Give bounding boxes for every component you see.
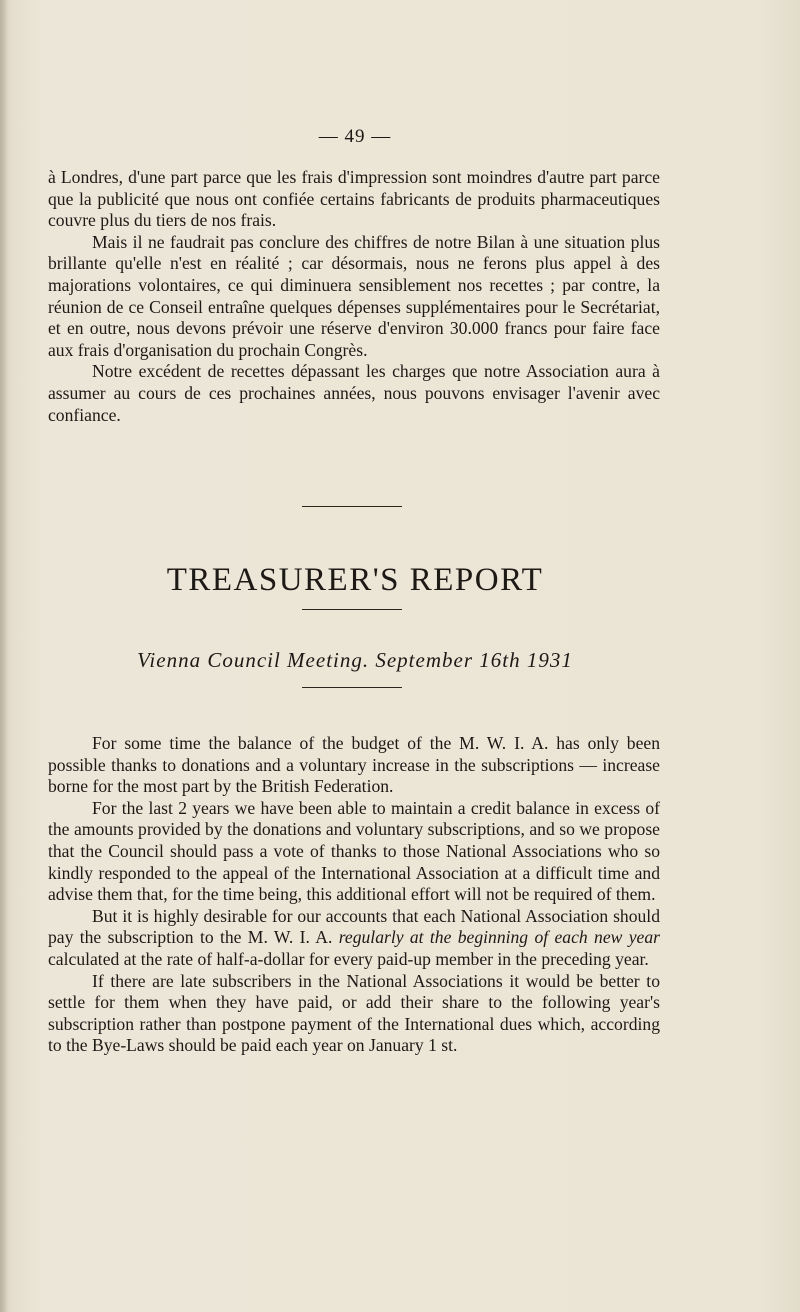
report-title: TREASURER'S REPORT — [166, 562, 544, 598]
paragraph-text: calculated at the rate of half-a-dollar for every paid-up member in the preceding year. — [48, 948, 649, 969]
subtitle-underline — [302, 687, 402, 688]
english-paragraph — [48, 906, 660, 971]
italic-emphasis: regularly at the beginning of each new year — [338, 927, 660, 948]
english-paragraph: For some time the balance of the budget of the M. W. I. A. has only been possible thanks to donations and a voluntary increase in the subscriptions — increase borne for the most part by the British Federation. — [48, 733, 660, 797]
title-underline — [302, 609, 402, 610]
english-paragraph: For the last 2 years we have been able to maintain a credit balance in excess of the amounts provided by the donations and voluntary subscriptions, and so we propose that the Council should pass a vote of thanks to those National Associations who so kindly responded to the appeal of the International Association at a difficult time and advise them that, for the time being, this additional effort will not be required of them. — [48, 797, 660, 905]
french-paragraph: Mais il ne faudrait pas conclure des chiffres de notre Bilan à une situation plus brillante qu'elle n'est en réalité ; car désormais, nous ne ferons plus appel à des majorations volontaires, ce qui diminuera sensiblement nos recettes ; par contre, la réunion de ce Conseil entraîne quelques dépenses supplémentaires pour le Secrétariat, et en outre, nous devons prévoir une réserve d'environ 30.000 francs pour faire face aux frais d'organisation du prochain Congrès. — [48, 231, 660, 360]
paragraph-text: But it is highly desirable for our accounts that each National Association should pay the subscription to the M. W. I. A. — [48, 905, 660, 948]
meeting-subtitle: Vienna Council Meeting. September 16th 1931 — [137, 648, 573, 672]
french-paragraph: à Londres, d'une part parce que les frais d'impression sont moindres d'autre part parce que la publicité que nous ont confiée certains fabricants de produits pharmaceutiques couvre plus du tiers de nos frais. — [48, 167, 660, 231]
french-paragraph: Notre excédent de recettes dépassant les charges que notre Association aura à assumer au cours de ces prochaines années, nous pouvons envisager l'avenir avec confiance. — [48, 361, 660, 425]
french-text-block — [48, 167, 660, 426]
page-number: — 49 — — [318, 126, 392, 147]
english-text-block — [48, 733, 660, 1057]
section-divider-top — [302, 506, 402, 507]
english-paragraph: If there are late subscribers in the National Associations it would be better to settle for them when they have paid, or add their share to the following year's subscription rather than postpone payment of the International dues which, according to the Bye-Laws should be paid each year on January 1 st. — [48, 970, 660, 1056]
